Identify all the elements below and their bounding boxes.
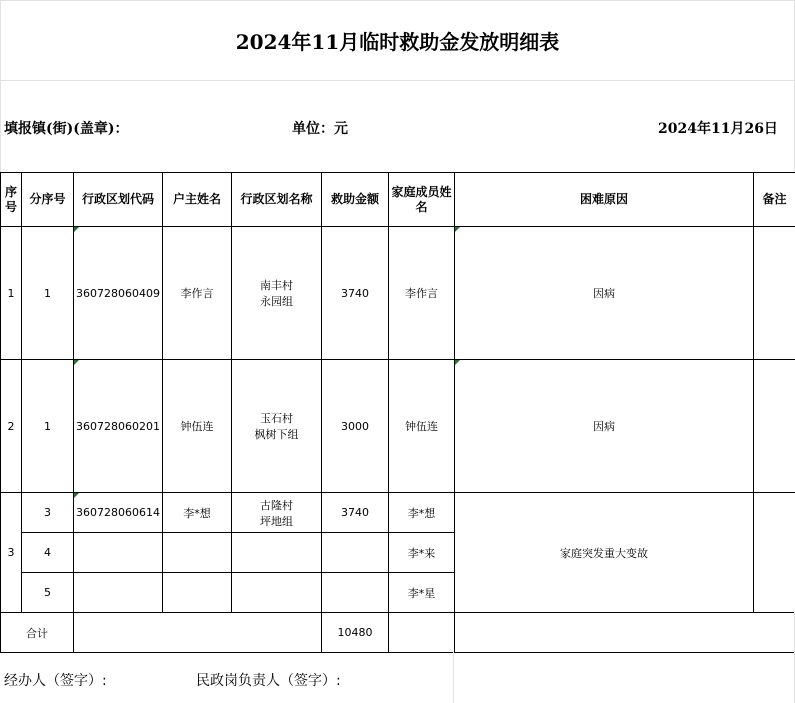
relief-table [0, 172, 795, 653]
region-line-1: 南丰村 [260, 279, 293, 292]
cell-seq: 1 [1, 227, 22, 360]
cell-amount [322, 573, 389, 613]
cell-subseq: 3 [22, 493, 74, 533]
total-label: 合计 [1, 613, 74, 653]
table-row [1, 227, 795, 360]
region-line-2: 坪地组 [260, 514, 293, 528]
total-empty-cell [74, 613, 322, 653]
cell-region-name [232, 573, 322, 613]
cell-region-name [232, 533, 322, 573]
cell-note [754, 360, 795, 493]
cell-head-name [163, 533, 232, 573]
cell-head-name: 李*想 [163, 493, 232, 533]
cell-member-name: 李*想 [389, 493, 455, 533]
cell-reason: 家庭突发重大变故 [455, 493, 754, 613]
unit-label: 单位：元 [292, 121, 348, 137]
total-row [1, 613, 795, 653]
cell-region-name [232, 227, 322, 360]
cell-code: 360728060201 [74, 360, 163, 493]
table-row [1, 493, 795, 533]
cell-subseq: 4 [22, 533, 74, 573]
title-divider [0, 80, 795, 81]
total-amount: 10480 [322, 613, 389, 653]
cell-member-name: 钟伍连 [389, 360, 455, 493]
cell-member-name: 李作言 [389, 227, 455, 360]
cell-head-name: 李作言 [163, 227, 232, 360]
header-member-name: 家庭成员姓名 [389, 173, 455, 227]
fill-unit-label: 填报镇(街)(盖章)： [4, 121, 129, 137]
top-gridline [0, 0, 795, 1]
header-subseq: 分序号 [22, 173, 74, 227]
cell-region-name [232, 360, 322, 493]
region-line-1: 玉石村 [260, 412, 293, 425]
region-line-2: 永园组 [260, 295, 293, 308]
cell-head-name [163, 573, 232, 613]
cell-subseq: 5 [22, 573, 74, 613]
cell-amount: 3000 [322, 360, 389, 493]
header-region-name: 行政区划名称 [232, 173, 322, 227]
cell-amount [322, 533, 389, 573]
cell-head-name: 钟伍连 [163, 360, 232, 493]
cell-subseq: 1 [22, 227, 74, 360]
header-seq: 序号 [1, 173, 22, 227]
cell-code: 360728060409 [74, 227, 163, 360]
region-line-1: 古隆村 [260, 498, 293, 512]
report-date: 2024年11月26日 [658, 121, 778, 137]
cell-reason: 因病 [455, 360, 754, 493]
cell-code [74, 533, 163, 573]
total-reason-cell [455, 613, 795, 653]
header-note: 备注 [754, 173, 795, 227]
header-amount: 救助金额 [322, 173, 389, 227]
handler-signature-label: 经办人（签字）: [4, 673, 107, 689]
footer-gridline [453, 652, 454, 703]
civil-head-signature-label: 民政岗负责人（签字）: [196, 673, 341, 689]
cell-subseq: 1 [22, 360, 74, 493]
cell-member-name: 李*来 [389, 533, 455, 573]
cell-seq: 2 [1, 360, 22, 493]
cell-note [754, 493, 795, 613]
cell-amount: 3740 [322, 493, 389, 533]
region-line-2: 枫树下组 [254, 428, 299, 441]
cell-amount: 3740 [322, 227, 389, 360]
header-code: 行政区划代码 [74, 173, 163, 227]
cell-note [754, 227, 795, 360]
total-member-cell [389, 613, 455, 653]
table-row [1, 360, 795, 493]
cell-seq: 3 [1, 493, 22, 613]
header-row [1, 173, 795, 227]
cell-reason: 因病 [455, 227, 754, 360]
cell-region-name [232, 493, 322, 533]
cell-code [74, 573, 163, 613]
header-head-name: 户主姓名 [163, 173, 232, 227]
page-title: 2024年11月临时救助金发放明细表 [235, 30, 560, 54]
cell-code: 360728060614 [74, 493, 163, 533]
header-reason: 困难原因 [455, 173, 754, 227]
cell-member-name: 李*星 [389, 573, 455, 613]
